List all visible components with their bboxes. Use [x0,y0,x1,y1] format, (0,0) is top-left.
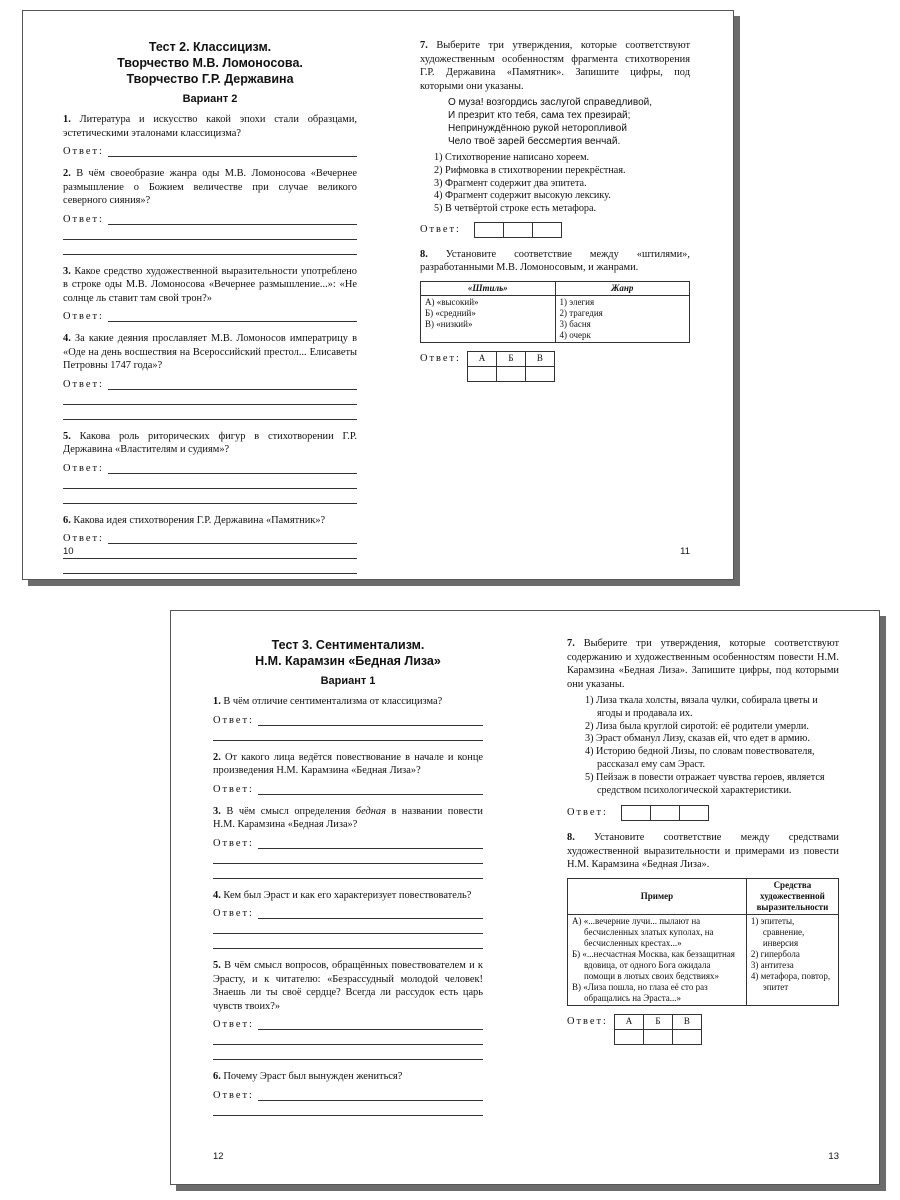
option: 2) Рифмовка в стихотворении перекрёстная. [434,164,626,176]
page-13 [567,611,839,1184]
answer-field[interactable]: Ответ: [213,905,483,919]
variant-label: Вариант 2 [182,93,238,105]
option: 5) В четвёртой строке есть метафора. [434,203,597,215]
answer-boxes[interactable] [475,222,562,238]
option: 3) Фрагмент содержит два эпитета. [434,177,587,189]
options-list [585,695,839,797]
variant-label: Вариант 1 [320,675,376,687]
answer-line[interactable] [63,489,357,504]
answer-line[interactable] [213,1030,483,1045]
option: 4) Фрагмент содержит высокую лексику. [434,190,611,202]
option: 1) Стихотворение написано хореем. [434,152,590,163]
page-number: 13 [828,1151,839,1162]
question-6: 6. Какова идея стихотворения Г.Р. Державина «Памятник»? Ответ: [63,514,357,575]
answer-line[interactable] [63,544,357,559]
answer-grid[interactable]: А Б В [614,1014,702,1045]
option: 1) Лиза ткала холсты, вязала чулки, собирала цветы и ягоды и продавала их. [585,695,818,719]
answer-field[interactable]: Ответ: [63,376,357,390]
answer-line[interactable] [63,405,357,420]
question-5: 5. Какова роль риторических фигур в стихотворении Г.Р. Державина «Властителям и судиям»? Ответ: [63,430,357,504]
answer-line[interactable] [63,240,357,255]
answer-line[interactable] [213,919,483,934]
answer-field[interactable]: Ответ: [63,460,357,474]
answer-field[interactable]: Ответ: [213,712,483,726]
answer-line[interactable] [63,559,357,574]
question-6: 6. Почему Эраст был вынужден жениться? Ответ: [213,1070,483,1116]
question-1: 1. В чём отличие сентиментализма от классицизма? Ответ: [213,695,483,741]
book-spread-2 [170,610,880,1185]
answer-line[interactable] [213,1045,483,1060]
answer-field[interactable]: Ответ: [213,1016,483,1030]
book-spread-1 [22,10,734,580]
option: 4) Историю бедной Лизы, по словам повествователя, рассказал ему сам Эраст. [585,746,815,770]
question-7: 7. Выберите три утверждения, которые соответствуют художественным особенностям фрагмента стихотворения Г.Р. Державина «Памятник». Запишите цифры, под которыми они указаны. О муза! возгордись заслугой справедливой, И презрит кто тебя, сама тех презирай; Непринуждённою рукой неторопливой Чело твоё зарей бессмертия венчай. 1) Стихотворение написано хореем. 2) Рифмовка в стихотворении перекрёстная. 3) Фрагмент содержит два эпитета. 4) Фрагмент содержит высокую лексику. 5) В четвёртой строке есть метафора. Ответ: [420,39,690,238]
answer-line[interactable] [63,390,357,405]
question-8: 8. Установите соответствие между средствами художественной выразительности и примерами из повести Н.М. Карамзина «Бедная Лиза». Пример Средства художественной выразительности А) «...вечерние лучи... пылают на бесчисленных златых куполах, на бесчисленных крестах...» Б) «...несчастная Москва, как беззащитная вдовица, от одного Бога ожидала помощи в лютых своих бедствиях» В) «Лиза пошла, но глаза её сто раз обращались на Эраста...» 1) эпитеты, сравнение, инверсия 2) гипербола 3) антитеза 4) метафора, повтор, эпитет Ответ: А Б В [567,831,839,1045]
page-12 [213,611,483,1184]
question-2: 2. От какого лица ведётся повествование в начале и конце произведения Н.М. Карамзина «Бедная Лиза»? Ответ: [213,751,483,795]
answer-grid[interactable]: А Б В [467,351,555,382]
question-5: 5. В чём смысл вопросов, обращённых повествователем и к Эрасту, и к читателю: «Безрассудный молодой человек! Знаешь ли ты своё сердце? Всегда ли рассудок есть царь чувств твоих?» Ответ: [213,959,483,1060]
matching-table: Пример Средства художественной выразительности А) «...вечерние лучи... пылают на бесчисленных златых куполах, на бесчисленных крестах...» Б) «...несчастная Москва, как беззащитная вдовица, от одного Бога ожидала помощи в лютых своих бедствиях» В) «Лиза пошла, но глаза её сто раз обращались на Эраста...» 1) эпитеты, сравнение, инверсия 2) гипербола 3) антитеза 4) метафора, повтор, эпитет [567,878,839,1006]
question-2: 2. В чём своеобразие жанра оды М.В. Ломоносова «Вечернее размышление о Божием величестве при случае великого северного сияния»? Ответ: [63,167,357,255]
test-title: Тест 2. Классицизм. Творчество М.В. Ломоносова. Творчество Г.Р. Державина [117,40,303,86]
answer-field[interactable]: Ответ: [213,835,483,849]
answer-field[interactable]: Ответ: [63,143,357,157]
matching-table: «Штиль» Жанр А) «высокий» Б) «средний» В) «низкий» 1) элегия 2) трагедия 3) басня 4) очерк [420,281,690,343]
answer-field[interactable]: Ответ: [63,530,357,544]
question-3: 3. Какое средство художественной выразительности употреблено в строке оды М.В. Ломоносова «Вечернее размышление...»: «Не солнце ль ставит там свой трон?» Ответ: [63,265,358,322]
option: 3) Эраст обманул Лизу, сказав ей, что едет в армию. [585,733,810,745]
page-number: 12 [213,1151,224,1162]
options-list [434,152,690,216]
page-10 [63,11,357,579]
page-number: 10 [63,546,74,557]
question-8: 8. Установите соответствие между «штилями», разработанными М.В. Ломоносовым, и жанрами. «Штиль» Жанр А) «высокий» Б) «средний» В) «низкий» 1) элегия 2) трагедия 3) басня 4) очерк Ответ: А Б В [420,248,690,382]
page-number: 11 [680,546,690,557]
answer-field[interactable]: Ответ: [63,211,357,225]
answer-line[interactable] [63,225,357,240]
question-3: 3. В чём смысл определения бедная в названии повести Н.М. Карамзина «Бедная Лиза»? Ответ: [213,805,483,879]
question-7: 7. Выберите три утверждения, которые соответствуют содержанию и художественным особенностям повести Н.М. Карамзина «Бедная Лиза». Запишите цифры, под которыми они указаны. 1) Лиза ткала холсты, вязала чулки, собирала цветы и ягоды и продавала их. 2) Лиза была круглой сиротой: её родители умерли. 3) Эраст обманул Лизу, сказав ей, что едет в армию. 4) Историю бедной Лизы, по словам повествователя, рассказал ему сам Эраст. 5) Пейзаж в повести отражает чувства героев, является средством психологической характеристики. Ответ: [567,637,839,821]
answer-field[interactable]: Ответ: [213,781,483,795]
answer-line[interactable] [213,864,483,879]
option: 2) Лиза была круглой сиротой: её родители умерли. [585,720,809,732]
question-4: 4. Кем был Эраст и как его характеризует повествователь? Ответ: [213,889,483,950]
answer-boxes[interactable] [622,805,709,821]
test-title: Тест 3. Сентиментализм. Н.М. Карамзин «Бедная Лиза» [255,638,441,668]
answer-line[interactable] [213,1101,483,1116]
answer-line[interactable] [63,474,357,489]
option: 5) Пейзаж в повести отражает чувства героев, является средством психологической характеристики. [585,771,825,796]
page-11 [420,11,690,579]
answer-field[interactable]: Ответ: [63,308,357,322]
question-4: 4. За какие деяния прославляет М.В. Ломоносов императрицу в «Оде на день восшествия на Всероссийский престол... Елисаветы Петровны 1747 года»? Ответ: [63,332,357,420]
question-1: 1. Литература и искусство какой эпохи стали образцами, эстетическими эталонами классицизма? Ответ: [63,114,357,157]
answer-field[interactable]: Ответ: [213,1087,483,1101]
answer-line[interactable] [213,849,483,864]
poem-fragment: О муза! возгордись заслугой справедливой, И презрит кто тебя, сама тех презирай; Непринуждённою рукой неторопливой Чело твоё зарей бессмертия венчай. [448,97,653,147]
answer-line[interactable] [213,726,483,741]
answer-line[interactable] [213,934,483,949]
